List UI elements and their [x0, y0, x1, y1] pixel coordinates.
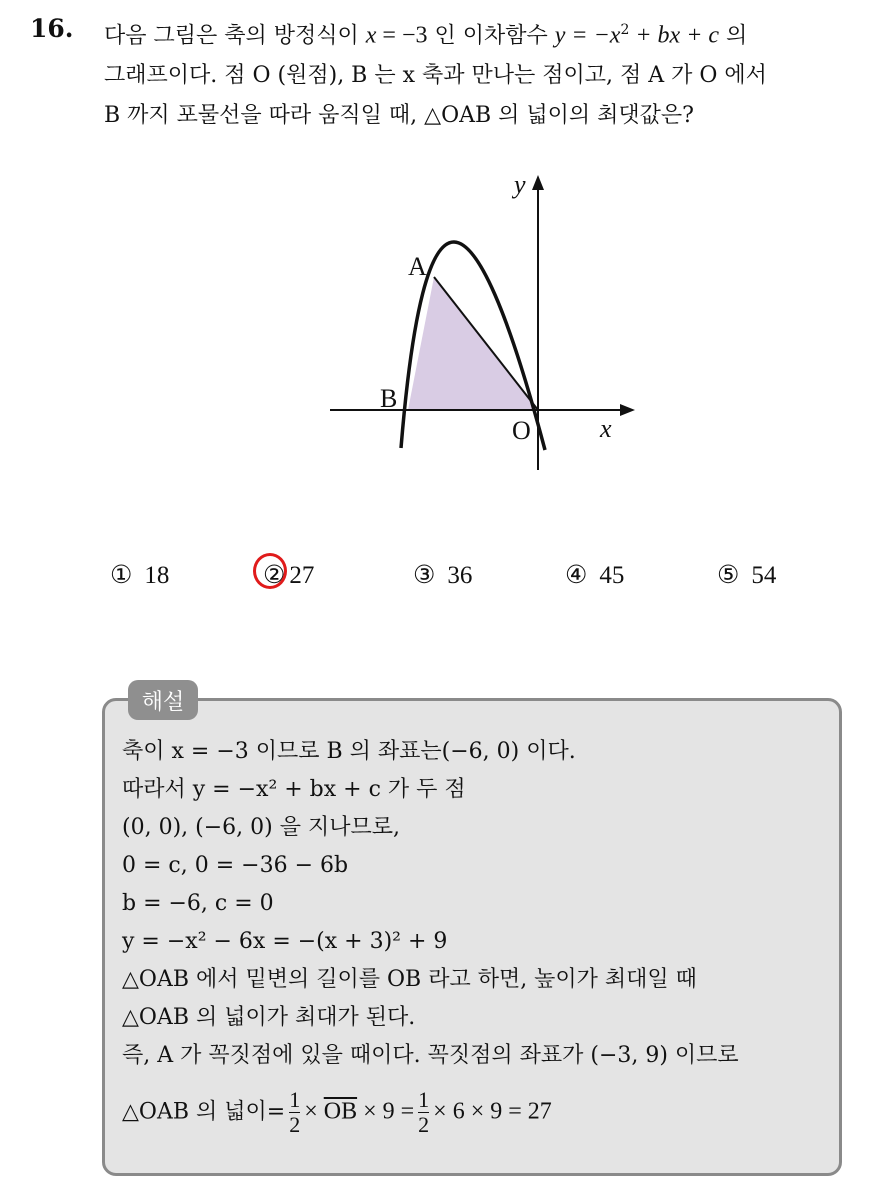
y-axis-arrow — [532, 175, 544, 190]
choice-1-number: ① — [110, 562, 133, 589]
final-prefix: △OAB 의 넓이= — [122, 1099, 286, 1125]
solution-text — [122, 733, 842, 1075]
square-exponent: 2 — [620, 22, 630, 38]
parabola-figure — [320, 165, 650, 480]
fraction-1 — [289, 1088, 300, 1137]
answer-choices — [110, 560, 870, 600]
label-a: A — [408, 252, 427, 281]
fraction-1-num: 1 — [289, 1087, 301, 1112]
choice-3[interactable] — [413, 560, 472, 590]
segment-ob: $\overline{OB}$ — [323, 1098, 358, 1125]
graph-svg — [320, 165, 650, 480]
choice-5-number: ⑤ — [717, 562, 740, 589]
selected-answer-circle — [253, 553, 287, 589]
choice-5[interactable] — [717, 560, 776, 590]
question-line-3: B 까지 포물선을 따라 움직일 때, △OAB 의 넓이의 최댓값은? — [104, 103, 694, 129]
question-line1-a: 다음 그림은 축의 방정식이 — [104, 23, 366, 49]
final-end: × 6 × 9 = 27 — [433, 1098, 552, 1125]
solution-line-1: 축이 x = −3 이므로 B 의 좌표는(−6, 0) 이다. — [122, 739, 576, 764]
choice-1-value: 18 — [144, 562, 170, 589]
choice-1[interactable] — [110, 560, 169, 590]
choice-3-value: 36 — [447, 562, 473, 589]
question-line-2: 그래프이다. 점 O (원점), B 는 x 축과 만나는 점이고, 점 A 가 O 에서 — [104, 63, 767, 89]
fraction-2-den: 2 — [418, 1112, 430, 1137]
final-times: × — [304, 1098, 324, 1125]
solution-tag: 해설 — [128, 680, 198, 720]
fraction-2-num: 1 — [418, 1087, 430, 1112]
choice-4-value: 45 — [599, 562, 625, 589]
solution-line-7: △OAB 에서 밑변의 길이를 OB 라고 하면, 높이가 최대일 때 — [122, 967, 697, 992]
question-line1-b: 인 이차함수 — [427, 23, 555, 49]
question-line-1 — [104, 10, 874, 56]
solution-final-line — [122, 1088, 552, 1137]
x-axis-arrow — [620, 404, 635, 416]
label-b: B — [380, 384, 398, 413]
solution-line-8: △OAB 의 넓이가 최대가 된다. — [122, 1005, 416, 1030]
choice-2-number: ② — [263, 562, 286, 589]
choice-5-value: 54 — [751, 562, 777, 589]
choice-2-value: 27 — [289, 562, 315, 589]
solution-line-9: 즉, A 가 꼭짓점에 있을 때이다. 꼭짓점의 좌표가 (−3, 9) 이므로 — [122, 1043, 739, 1068]
solution-line-3: (0, 0), (−6, 0) 을 지나므로, — [122, 815, 400, 840]
choice-4[interactable] — [565, 560, 624, 590]
final-mid: × 9 = — [357, 1098, 415, 1125]
question-eq-func-rest: + bx + c — [629, 22, 720, 49]
question-eq-func: y = −x — [554, 22, 621, 49]
solution-line-5: b = −6, c = 0 — [122, 891, 274, 916]
solution-line-6: y = −x² − 6x = −(x + 3)² + 9 — [122, 929, 448, 954]
choice-4-number: ④ — [565, 562, 588, 589]
choice-3-number: ③ — [413, 562, 436, 589]
triangle-oab — [408, 277, 538, 410]
question-eq-x: x — [365, 22, 377, 49]
label-o: O — [512, 416, 531, 445]
question-text — [104, 10, 874, 136]
label-y: y — [514, 170, 526, 199]
fraction-2 — [418, 1088, 429, 1137]
fraction-1-den: 2 — [289, 1112, 301, 1137]
question-line1-c: 의 — [719, 23, 748, 49]
solution-line-4: 0 = c, 0 = −36 − 6b — [122, 853, 349, 878]
question-number: 16. — [30, 14, 74, 43]
label-x: x — [600, 414, 612, 443]
solution-line-2: 따라서 y = −x² + bx + c 가 두 점 — [122, 777, 466, 802]
question-eq-axis: = −3 — [376, 22, 428, 49]
